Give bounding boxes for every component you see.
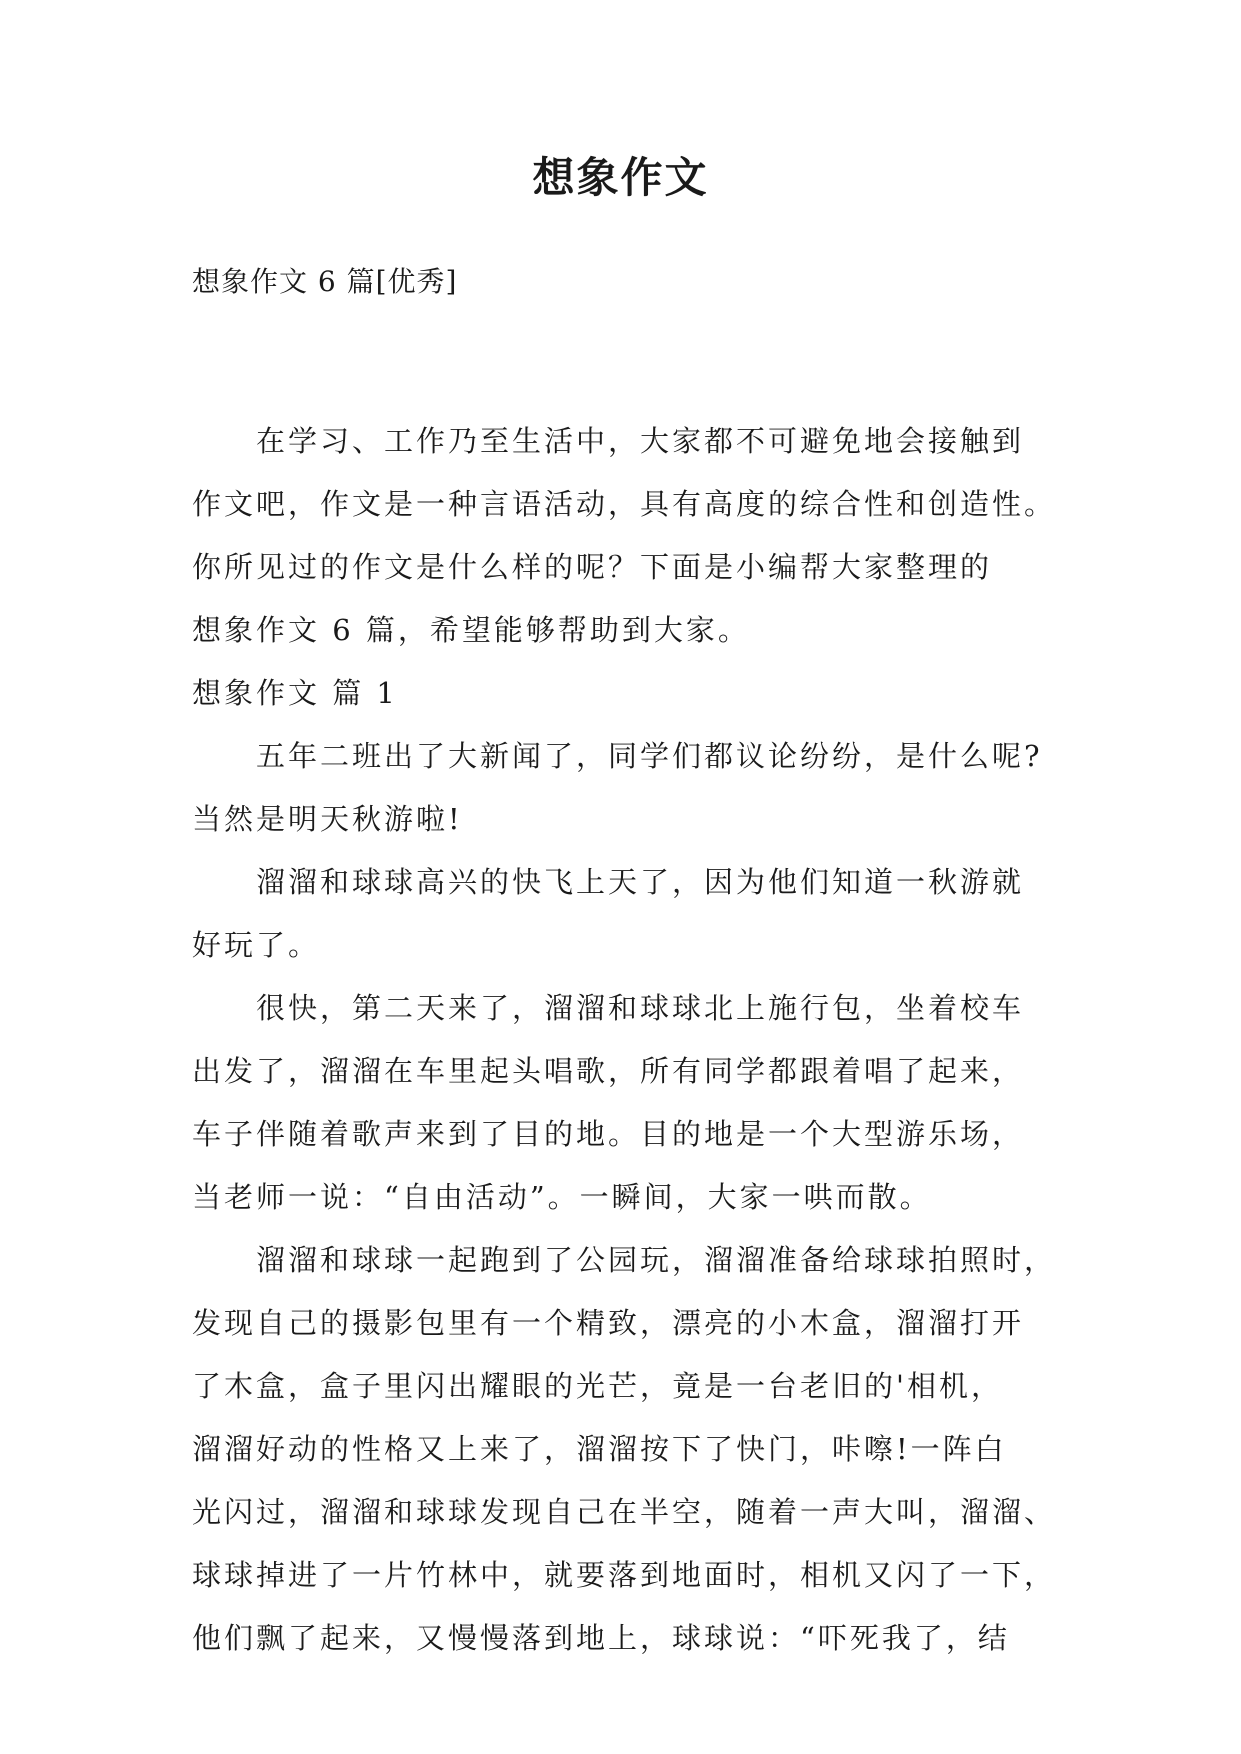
body-line: 车子伴随着歌声来到了目的地。目的地是一个大型游乐场， (192, 1117, 1025, 1151)
body-line: 当老师一说：“自由活动”。一瞬间，大家一哄而散。 (192, 1180, 932, 1214)
body-line: 五年二班出了大新闻了，同学们都议论纷纷，是什么呢? (256, 739, 1043, 773)
body-line: 球球掉进了一片竹林中，就要落到地面时，相机又闪了一下， (192, 1558, 1057, 1592)
body-line: 好玩了。 (192, 928, 321, 962)
body-line: 在学习、工作乃至生活中，大家都不可避免地会接触到 (256, 424, 1025, 458)
body-line: 光闪过，溜溜和球球发现自己在半空，随着一声大叫，溜溜、 (192, 1495, 1057, 1529)
body-line: 想象作文 6 篇，希望能够帮助到大家。 (192, 613, 750, 647)
body-line: 想象作文 篇 1 (192, 676, 398, 710)
body-line: 很快，第二天来了，溜溜和球球北上施行包，坐着校车 (256, 991, 1025, 1025)
body-line: 溜溜和球球高兴的快飞上天了，因为他们知道一秋游就 (256, 865, 1025, 899)
body-line: 发现自己的摄影包里有一个精致，漂亮的小木盒，溜溜打开 (192, 1306, 1025, 1340)
body-line: 你所见过的作文是什么样的呢？下面是小编帮大家整理的 (192, 550, 993, 584)
body-line: 溜溜好动的性格又上来了，溜溜按下了快门，咔嚓!一阵白 (192, 1432, 1007, 1466)
body-line: 溜溜和球球一起跑到了公园玩，溜溜准备给球球拍照时， (256, 1243, 1057, 1277)
body-line: 当然是明天秋游啦! (192, 802, 463, 836)
document-subtitle: 想象作文 6 篇[优秀] (192, 265, 458, 298)
body-line: 了木盒，盒子里闪出耀眼的光芒，竟是一台老旧的'相机， (192, 1369, 1003, 1403)
document-body (192, 410, 1062, 1670)
document-title: 想象作文 (532, 153, 709, 202)
body-line: 他们飘了起来，又慢慢落到地上，球球说：“吓死我了，结 (192, 1621, 1010, 1655)
body-line: 作文吧，作文是一种言语活动，具有高度的综合性和创造性。 (192, 487, 1057, 521)
body-line: 出发了，溜溜在车里起头唱歌，所有同学都跟着唱了起来， (192, 1054, 1025, 1088)
